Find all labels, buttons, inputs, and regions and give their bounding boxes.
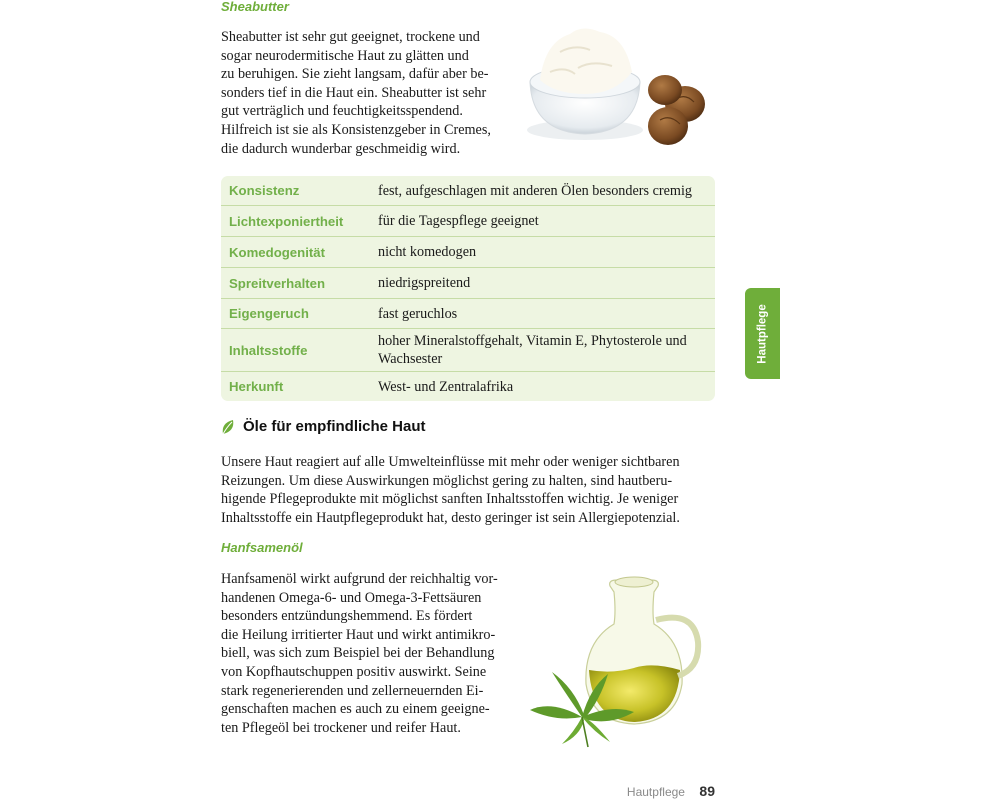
table-row	[221, 206, 715, 237]
property-value: für die Tagespflege geeignet	[378, 213, 539, 229]
property-label: Herkunft	[229, 379, 284, 394]
text-line: Inhaltsstoffe ein Hautpflegeprodukt hat, desto geringer ist sein Allergiepotenzial.	[221, 509, 680, 526]
text-line: sonders tief in die Haut ein. Sheabutter ist sehr	[221, 84, 487, 101]
property-value: fast geruchlos	[378, 305, 458, 322]
text-line: sogar neurodermitische Haut zu glätten und	[221, 47, 469, 64]
property-label: Inhaltsstoffe	[229, 342, 308, 358]
text-line: Reizungen. Um diese Auswirkungen möglichst gering zu halten, sind hautberu-	[221, 472, 673, 489]
property-value: niedrigspreitend	[378, 275, 471, 291]
sensitive-skin-text	[221, 453, 715, 527]
text-line: higende Pflegeprodukte mit möglichst sanften Inhaltsstoffen wichtig. Je weniger	[221, 491, 679, 508]
table-row	[221, 176, 715, 206]
property-label: Lichtexponiertheit	[229, 213, 344, 229]
property-value: West- und Zentralafrika	[378, 378, 514, 395]
side-tab-hautpflege	[745, 288, 780, 379]
text-line: besonders entzündungshemmend. Es fördert	[221, 608, 473, 625]
table-row	[221, 268, 715, 299]
text-line: die dadurch wunderbar geschmeidig wird.	[221, 140, 461, 157]
text-line: stark regenerierenden und zellerneuernden Ei-	[221, 682, 484, 699]
text-line: genschaften machen es auch zu einem geeigne-	[221, 701, 490, 718]
text-line: gut verträglich und feuchtigkeitsspendend.	[221, 103, 463, 120]
text-line: biell, was sich zum Beispiel bei der Behandlung	[221, 645, 495, 662]
leaf-icon	[221, 419, 235, 435]
side-tab-label: Hautpflege	[756, 303, 769, 364]
section-title: Öle für empfindliche Haut	[243, 418, 426, 435]
table-row	[221, 299, 715, 329]
property-value: fest, aufgeschlagen mit anderen Ölen besonders cremig	[378, 182, 692, 199]
property-value: nicht komedogen	[378, 244, 477, 260]
page-number: 89	[699, 783, 715, 799]
text-line: Unsere Haut reagiert auf alle Umwelteinflüsse mit mehr oder weniger sichtbaren	[221, 454, 680, 470]
property-label: Komedogenität	[229, 244, 325, 260]
table-row	[221, 329, 715, 372]
property-value: hoher Mineralstoffgehalt, Vitamin E, Phytosterole und Wachsester	[378, 333, 687, 367]
sheabutter-text	[221, 28, 505, 158]
text-line: die Heilung irritierter Haut und wirkt antimikro-	[221, 626, 496, 643]
section-heading	[221, 418, 426, 435]
text-line: handenen Omega-6- und Omega-3-Fettsäuren	[221, 589, 482, 606]
text-line: von Kopfhautschuppen positiv auswirkt. Seine	[221, 663, 487, 680]
table-row	[221, 237, 715, 268]
property-label: Eigengeruch	[229, 306, 309, 321]
hanf-text	[221, 570, 505, 737]
shea-butter-image	[520, 22, 715, 157]
property-label: Konsistenz	[229, 183, 300, 198]
text-line: Hilfreich ist sie als Konsistenzgeber in Cremes,	[221, 121, 491, 138]
properties-table	[221, 176, 715, 401]
hanf-heading: Hanfsamenöl	[221, 540, 303, 555]
table-row	[221, 372, 715, 401]
footer-section: Hautpflege	[626, 785, 685, 799]
property-label: Spreitverhalten	[229, 275, 326, 291]
text-line: Sheabutter ist sehr gut geeignet, trockene und	[221, 29, 480, 45]
page-footer	[600, 783, 715, 801]
text-line: zu beruhigen. Sie zieht langsam, dafür aber be-	[221, 66, 489, 83]
sheabutter-heading: Sheabutter	[221, 0, 289, 14]
text-line: ten Pflegeöl bei trockener und reifer Haut.	[221, 719, 461, 736]
text-line: Hanfsamenöl wirkt aufgrund der reichhaltig vor-	[221, 571, 498, 587]
hemp-oil-image	[522, 572, 717, 752]
